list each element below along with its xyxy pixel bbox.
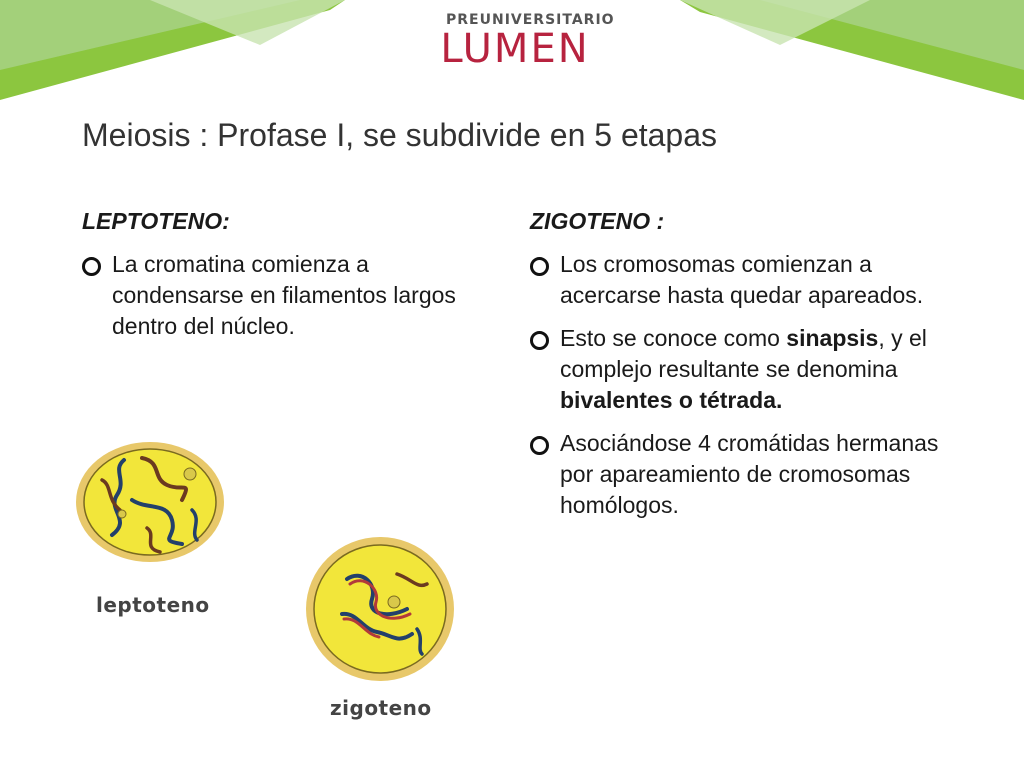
sinapsis-term: sinapsis — [786, 325, 879, 351]
leptoteno-column — [82, 208, 482, 354]
leptoteno-cell-illustration — [72, 440, 228, 564]
zigoteno-cell-illustration — [302, 534, 458, 684]
leptoteno-bullet — [82, 249, 482, 342]
bullet-ring-icon — [530, 331, 549, 350]
zigoteno-heading: ZIGOTENO : — [530, 208, 665, 234]
zigoteno-bullet-2-part2: , y el complejo resultante se denomina — [560, 325, 927, 382]
leptoteno-figure-label: leptoteno — [96, 593, 210, 617]
zigoteno-figure-label: zigoteno — [330, 696, 432, 720]
zigoteno-bullet-3 — [530, 428, 970, 521]
slide-title: Meiosis : Profase I, se subdivide en 5 etapas — [82, 117, 718, 154]
leptoteno-heading: LEPTOTENO: — [82, 208, 230, 234]
zigoteno-bullet-2-part1: Esto se conoce como — [560, 325, 787, 351]
bivalentes-term: bivalentes o tétrada. — [560, 387, 783, 413]
leptoteno-bullet-text: La cromatina comienza a condensarse en filamentos largos dentro del núcleo. — [112, 251, 456, 339]
zigoteno-bullet-1-text: Los cromosomas comienzan a acercarse hasta quedar apareados. — [560, 251, 924, 308]
zigoteno-bullet-1 — [530, 249, 970, 311]
zigoteno-column — [530, 208, 970, 533]
bullet-ring-icon — [82, 257, 101, 276]
logo-top-text: PREUNIVERSITARIO — [446, 12, 615, 28]
bullet-ring-icon — [530, 436, 549, 455]
logo-main-text: LUMEN — [440, 26, 590, 72]
zigoteno-bullet-3-text: Asociándose 4 cromátidas hermanas por apareamiento de cromosomas homólogos. — [560, 430, 939, 518]
bullet-ring-icon — [530, 257, 549, 276]
zigoteno-bullet-2 — [530, 323, 970, 416]
